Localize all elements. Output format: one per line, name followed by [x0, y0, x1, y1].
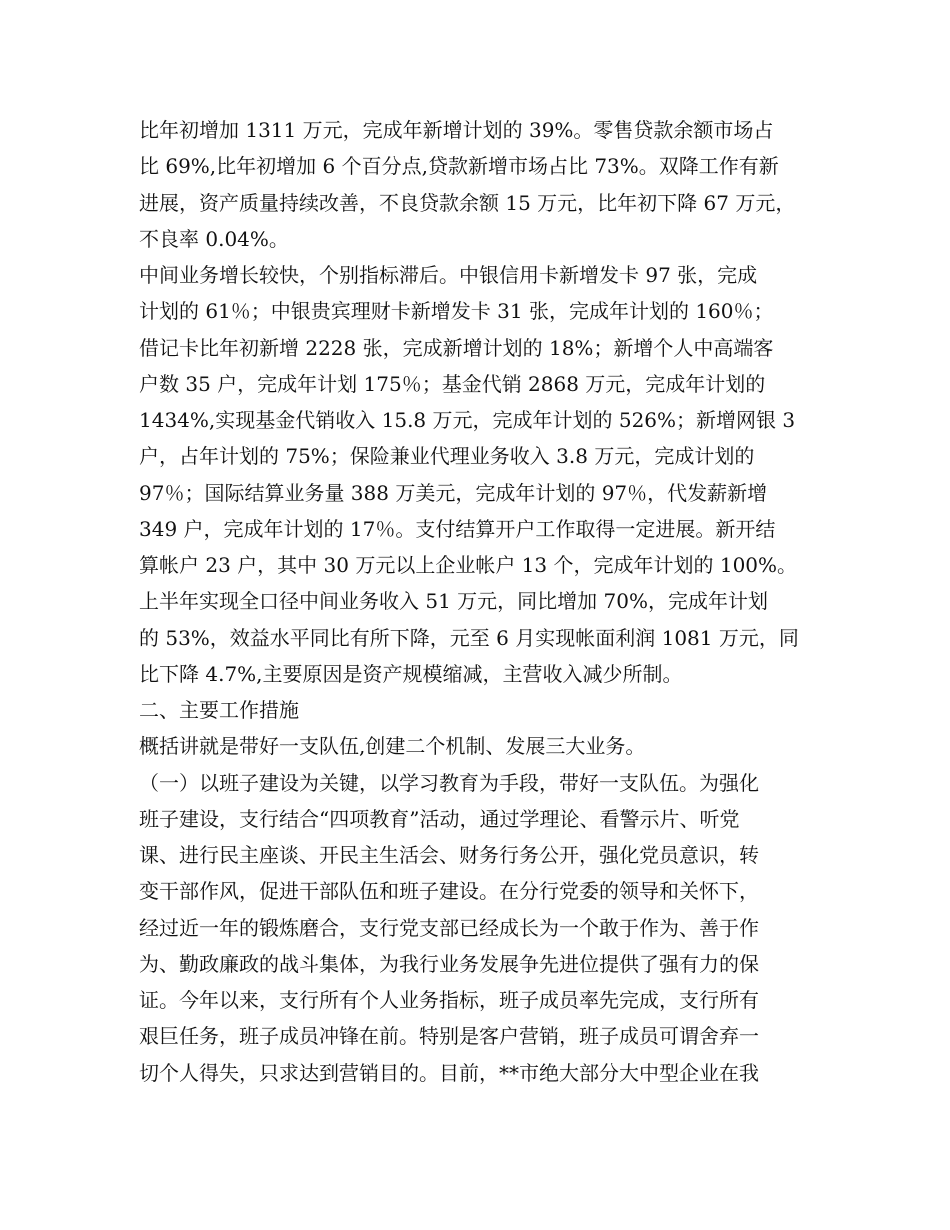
text-line: 1434%,实现基金代销收入 15.8 万元，完成年计划的 526%；新增网银 3 — [139, 408, 796, 432]
text-line: 户数 35 户，完成年计划 175％；基金代销 2868 万元，完成年计划的 — [139, 371, 766, 396]
text-line: 为、勤政廉政的战斗集体，为我行业务发展争先进位提供了强有力的保 — [139, 951, 759, 976]
text-line: 进展，资产质量持续改善，不良贷款余额 15 万元，比年初下降 67 万元， — [139, 190, 796, 215]
text-line: 班子建设，支行结合“四项教育”活动，通过学理论、看警示片、听党 — [139, 806, 740, 831]
text-line: 中间业务增长较快，个别指标滞后。中银信用卡新增发卡 97 张，完成 — [139, 263, 758, 287]
text-line: 证。今年以来，支行所有个人业务指标，班子成员率先完成，支行所有 — [139, 988, 759, 1012]
text-line: 艰巨任务，班子成员冲锋在前。特别是客户营销，班子成员可谓舍弃一 — [139, 1024, 759, 1049]
text-line: 的 53%，效益水平同比有所下降，元至 6 月实现帐面利润 1081 万元，同 — [139, 625, 799, 650]
text-line: 借记卡比年初新增 2228 张，完成新增计划的 18%；新增个人中高端客 — [139, 335, 774, 360]
text-line: 比年初增加 1311 万元，完成年新增计划的 39%。零售贷款余额市场占 — [139, 118, 774, 142]
text-line: 上半年实现全口径中间业务收入 51 万元，同比增加 70%，完成年计划 — [139, 589, 768, 614]
text-line: 切个人得失，只求达到营销目的。目前，**市绝大部分大中型企业在我 — [139, 1060, 759, 1085]
text-line: 户，占年计划的 75%；保险兼业代理业务收入 3.8 万元，完成计划的 — [139, 444, 755, 469]
text-line: 比下降 4.7%,主要原因是资产规模缩减，主营收入减少所制。 — [139, 661, 683, 686]
text-line: 97％；国际结算业务量 388 万美元，完成年计划的 97％，代发薪新增 — [139, 480, 768, 505]
text-line: 计划的 61％；中银贵宾理财卡新增发卡 31 张，完成年计划的 160％； — [139, 299, 774, 324]
text-line: 二、主要工作措施 — [139, 698, 299, 722]
text-line: 经过近一年的锻炼磨合，支行党支部已经成长为一个敢于作为、善于作 — [139, 915, 759, 940]
text-line: 课、进行民主座谈、开民主生活会、财务行务公开，强化党员意识，转 — [139, 843, 759, 867]
text-line: 算帐户 23 户，其中 30 万元以上企业帐户 13 个，完成年计划的 100%。 — [139, 553, 798, 577]
text-line: 概括讲就是带好一支队伍,创建二个机制、发展三大业务。 — [139, 734, 646, 759]
text-line: （一）以班子建设为关键，以学习教育为手段，带好一支队伍。为强化 — [139, 770, 759, 795]
text-line: 不良率 0.04%。 — [139, 226, 289, 251]
text-line: 349 户，完成年计划的 17％。支付结算开户工作取得一定进展。新开结 — [139, 516, 776, 541]
body-text — [139, 112, 829, 1091]
text-line: 比 69%,比年初增加 6 个百分点,贷款新增市场占比 73%。双降工作有新 — [139, 154, 779, 179]
text-line: 变干部作风，促进干部队伍和班子建设。在分行党委的领导和关怀下， — [139, 879, 759, 904]
